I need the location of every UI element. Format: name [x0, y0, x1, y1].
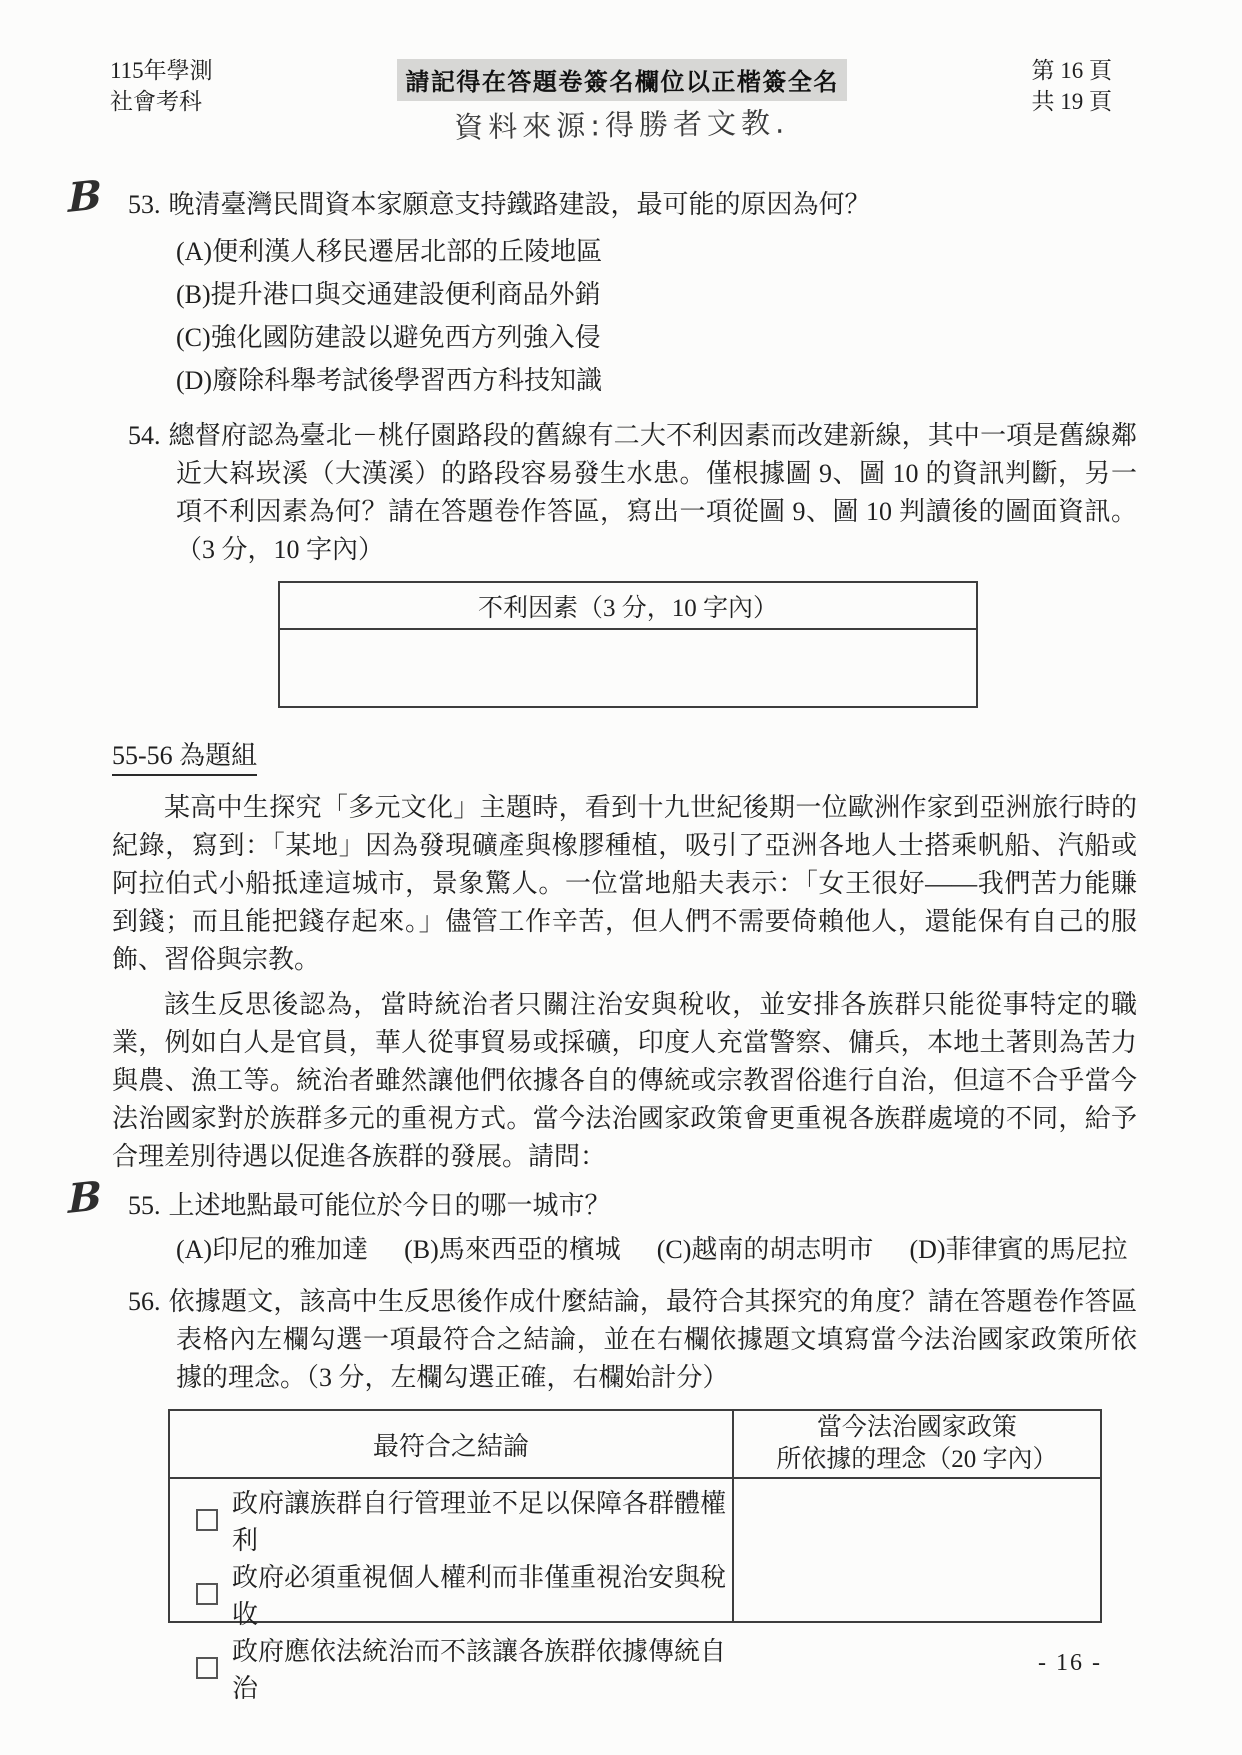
q56-right-column-header	[734, 1411, 1100, 1477]
conclusion-row-2	[196, 1557, 732, 1631]
conclusion-row-3	[196, 1631, 732, 1705]
question-53	[68, 171, 1137, 402]
question-54-number: 54.	[128, 421, 161, 450]
option-d: (D)廢除科舉考試後學習西方科技知識	[176, 366, 603, 395]
q56-left-column-header: 最符合之結論	[170, 1411, 734, 1477]
option-b: (B)馬來西亞的檳城	[404, 1235, 621, 1264]
q56-idea-blank-cell	[734, 1479, 1100, 1621]
conclusion-row-3-label: 政府應依法統治而不該讓各族群依據傳統自治	[232, 1637, 727, 1703]
question-53-options	[176, 230, 1137, 402]
q54-answer-blank-cell	[280, 630, 976, 706]
question-55-stem: 上述地點最可能位於今日的哪一城市？	[168, 1191, 611, 1220]
question-55-number: 55.	[128, 1191, 161, 1220]
passage-paragraph-2: 該生反思後認為，當時統治者只關注治安與稅收，並安排各族群只能從事特定的職業，例如白人是官員，華人從事貿易或採礦，印度人充當警察、傭兵，本地土著則為苦力與農、漁工等。統治者雖然讓他們依據各自的傳統或宗教習俗進行自治，但這不合乎當今法治國家對於族群多元的重視方式。當今法治國家政策會更重視各族群處境的不同，給予合理差別待遇以促進各族群的發展。請問：	[112, 990, 1137, 1171]
option-a: (A)印尼的雅加達	[176, 1235, 369, 1264]
header-right-block	[1032, 55, 1113, 117]
question-56	[128, 1283, 1137, 1397]
question-53-stem: 晚清臺灣民間資本家願意支持鐵路建設，最可能的原因為何？	[168, 190, 871, 219]
conclusion-row-1	[196, 1483, 732, 1557]
exam-year-label: 115年學測	[110, 58, 213, 83]
question-53-number: 53.	[128, 190, 161, 219]
total-pages-label: 共 19 頁	[1031, 89, 1112, 114]
handwritten-answer-b-q55: B	[68, 1172, 102, 1223]
checkbox-icon	[196, 1583, 218, 1605]
q56-table-header-row	[170, 1411, 1100, 1479]
q56-right-header-line1: 當今法治國家政策	[816, 1414, 1017, 1441]
page-number-label: 第 16 頁	[1031, 58, 1112, 83]
question-55-options	[176, 1230, 1137, 1270]
handwritten-source-note: 資料來源:得勝者文教.	[454, 105, 790, 145]
q54-answer-table	[278, 581, 978, 708]
question-55	[68, 1172, 1137, 1270]
option-d: (D)菲律賓的馬尼拉	[909, 1235, 1128, 1264]
page-header	[0, 0, 1242, 144]
conclusion-row-1-label: 政府讓族群自行管理並不足以保障各群體權利	[232, 1489, 727, 1555]
q54-answer-table-header: 不利因素（3 分，10 字內）	[280, 583, 976, 630]
handwritten-answer-b-q53: B	[68, 171, 102, 222]
question-56-number: 56.	[128, 1287, 161, 1316]
passage-paragraph-1: 某高中生探究「多元文化」主題時，看到十九世紀後期一位歐洲作家到亞洲旅行時的紀錄，寫到：「某地」因為發現礦產與橡膠種植，吸引了亞洲各地人士搭乘帆船、汽船或阿拉伯式小船抵達這城市，景象驚人。一位當地船夫表示：「女王很好——我們苦力能賺到錢；而且能把錢存起來。」儘管工作辛苦，但人們不需要倚賴他人，還能保有自己的服飾、習俗與宗教。	[112, 793, 1137, 974]
question-group-label: 55-56 為題組	[112, 735, 257, 776]
option-b: (B)提升港口與交通建設便利商品外銷	[176, 280, 601, 309]
q56-conclusion-cell	[170, 1479, 734, 1703]
option-c: (C)越南的胡志明市	[656, 1235, 874, 1264]
question-56-stem: 依據題文，該高中生反思後作成什麼結論，最符合其探究的角度？請在答題卷作答區表格內左欄勾選一項最符合之結論，並在右欄依據題文填寫當今法治國家政策所依據的理念。（3 分，左欄勾選正確，右欄始計分）	[168, 1287, 1137, 1392]
option-a: (A)便利漢人移民遷居北部的丘陵地區	[176, 237, 603, 266]
question-54	[128, 417, 1137, 569]
header-left-block	[110, 55, 213, 117]
checkbox-icon	[196, 1657, 218, 1679]
question-54-stem: 總督府認為臺北－桃仔園路段的舊線有二大不利因素而改建新線，其中一項是舊線鄰近大嵙崁溪（大漢溪）的路段容易發生水患。僅根據圖 9、圖 10 的資訊判斷，另一項不利因素為何？請在答題卷作答區，寫出一項從圖 9、圖 10 判讀後的圖面資訊。（3 分，10 字內）	[168, 421, 1137, 564]
subject-label: 社會考科	[110, 89, 202, 114]
checkbox-icon	[196, 1509, 218, 1531]
option-c: (C)強化國防建設以避免西方列強入侵	[176, 323, 601, 352]
footer-page-number: - 16 -	[1038, 1650, 1102, 1676]
q56-right-header-line2: 所依據的理念（20 字內）	[776, 1446, 1058, 1473]
conclusion-row-2-label: 政府必須重視個人權利而非僅重視治安與稅收	[232, 1563, 727, 1629]
signature-notice: 請記得在答題卷簽名欄位以正楷簽全名	[397, 59, 847, 101]
header-center-block	[397, 59, 847, 144]
